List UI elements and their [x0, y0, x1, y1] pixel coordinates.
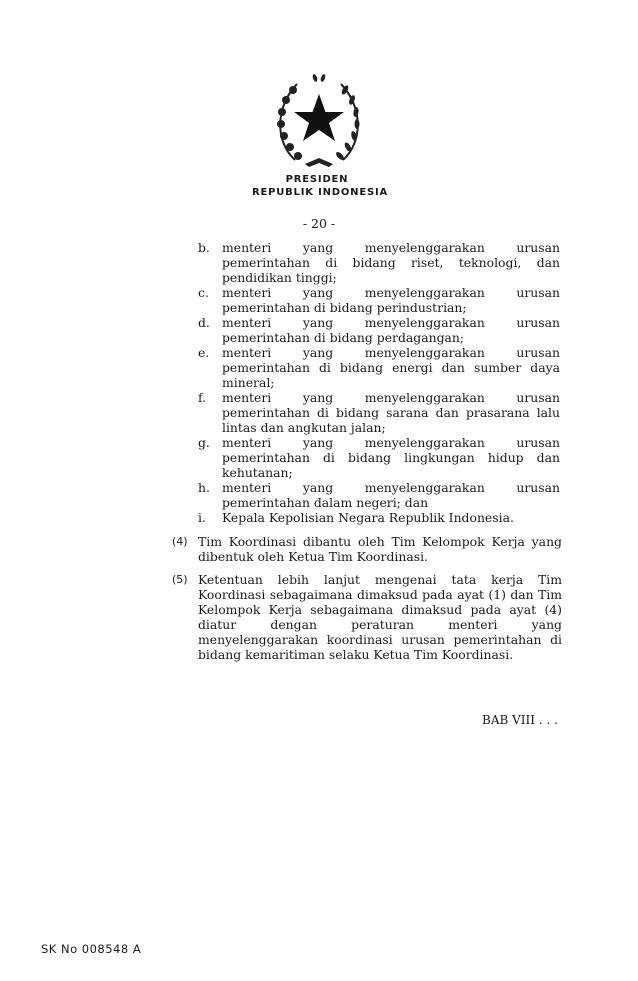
list-item: [198, 435, 560, 480]
document-serial-number: SK No 008548 A: [41, 942, 142, 956]
list-item: [198, 240, 560, 285]
page-number: - 20 -: [302, 216, 336, 231]
list-item-letter: h.: [198, 480, 210, 495]
list-item-text: pemerintahan di bidang lingkungan hidup dan kehutanan;: [222, 450, 560, 480]
star-icon: [294, 94, 344, 141]
member-list: [198, 240, 560, 525]
header-presiden: PRESIDEN: [285, 174, 349, 185]
list-item: [198, 345, 560, 390]
list-item-letter: f.: [198, 390, 207, 405]
list-item-first-line: menteri yang menyelenggarakan urusan: [222, 480, 560, 495]
list-item: [198, 315, 560, 345]
list-item: [198, 510, 560, 525]
paragraph-4: [172, 534, 562, 564]
continuation-marker: BAB VIII . . .: [482, 713, 558, 727]
paragraph-number: (5): [172, 573, 188, 586]
list-item-first-line: menteri yang menyelenggarakan urusan: [222, 435, 560, 450]
list-item-text: Kepala Kepolisian Negara Republik Indonesia.: [222, 510, 514, 525]
list-item-first-line: menteri yang menyelenggarakan urusan: [222, 285, 560, 300]
list-item-text: pemerintahan di bidang sarana dan prasarana lalu lintas dan angkutan jalan;: [222, 405, 560, 435]
list-item-text: pemerintahan di bidang perindustrian;: [222, 300, 467, 315]
list-item-first-line: menteri yang menyelenggarakan urusan: [222, 390, 560, 405]
list-item-letter: e.: [198, 345, 210, 360]
list-item: [198, 285, 560, 315]
paragraph-text: Tim Koordinasi dibantu oleh Tim Kelompok Kerja yang dibentuk oleh Ketua Tim Koordinasi.: [198, 534, 562, 564]
list-item-letter: c.: [198, 285, 209, 300]
presiden-emblem: [267, 72, 371, 172]
paragraph-text: Ketentuan lebih lanjut mengenai tata kerja Tim Koordinasi sebagaimana dimaksud pada ayat (1) dan Tim Kelompok Kerja sebagaimana dimaksud pada ayat (4) diatur dengan peraturan menteri yang menyelenggarakan koordinasi urusan pemerintahan di bidang kemaritiman selaku Ketua Tim Koordinasi.: [198, 572, 562, 662]
list-item-letter: b.: [198, 240, 210, 255]
list-item-first-line: menteri yang menyelenggarakan urusan: [222, 240, 560, 255]
paragraph-5: [172, 572, 562, 662]
list-item: [198, 480, 560, 510]
list-item-text: pemerintahan di bidang riset, teknologi, dan pendidikan tinggi;: [222, 255, 560, 285]
list-item-text: pemerintahan di bidang energi dan sumber daya mineral;: [222, 360, 560, 390]
list-item-first-line: menteri yang menyelenggarakan urusan: [222, 315, 560, 330]
list-item: [198, 390, 560, 435]
list-item-text: pemerintahan di bidang perdagangan;: [222, 330, 465, 345]
list-item-first-line: menteri yang menyelenggarakan urusan: [222, 345, 560, 360]
list-item-letter: d.: [198, 315, 210, 330]
paragraph-number: (4): [172, 535, 188, 548]
list-item-text: pemerintahan dalam negeri; dan: [222, 495, 429, 510]
list-item-letter: i.: [198, 510, 206, 525]
header-republik-indonesia: REPUBLIK INDONESIA: [251, 187, 389, 198]
list-item-letter: g.: [198, 435, 210, 450]
